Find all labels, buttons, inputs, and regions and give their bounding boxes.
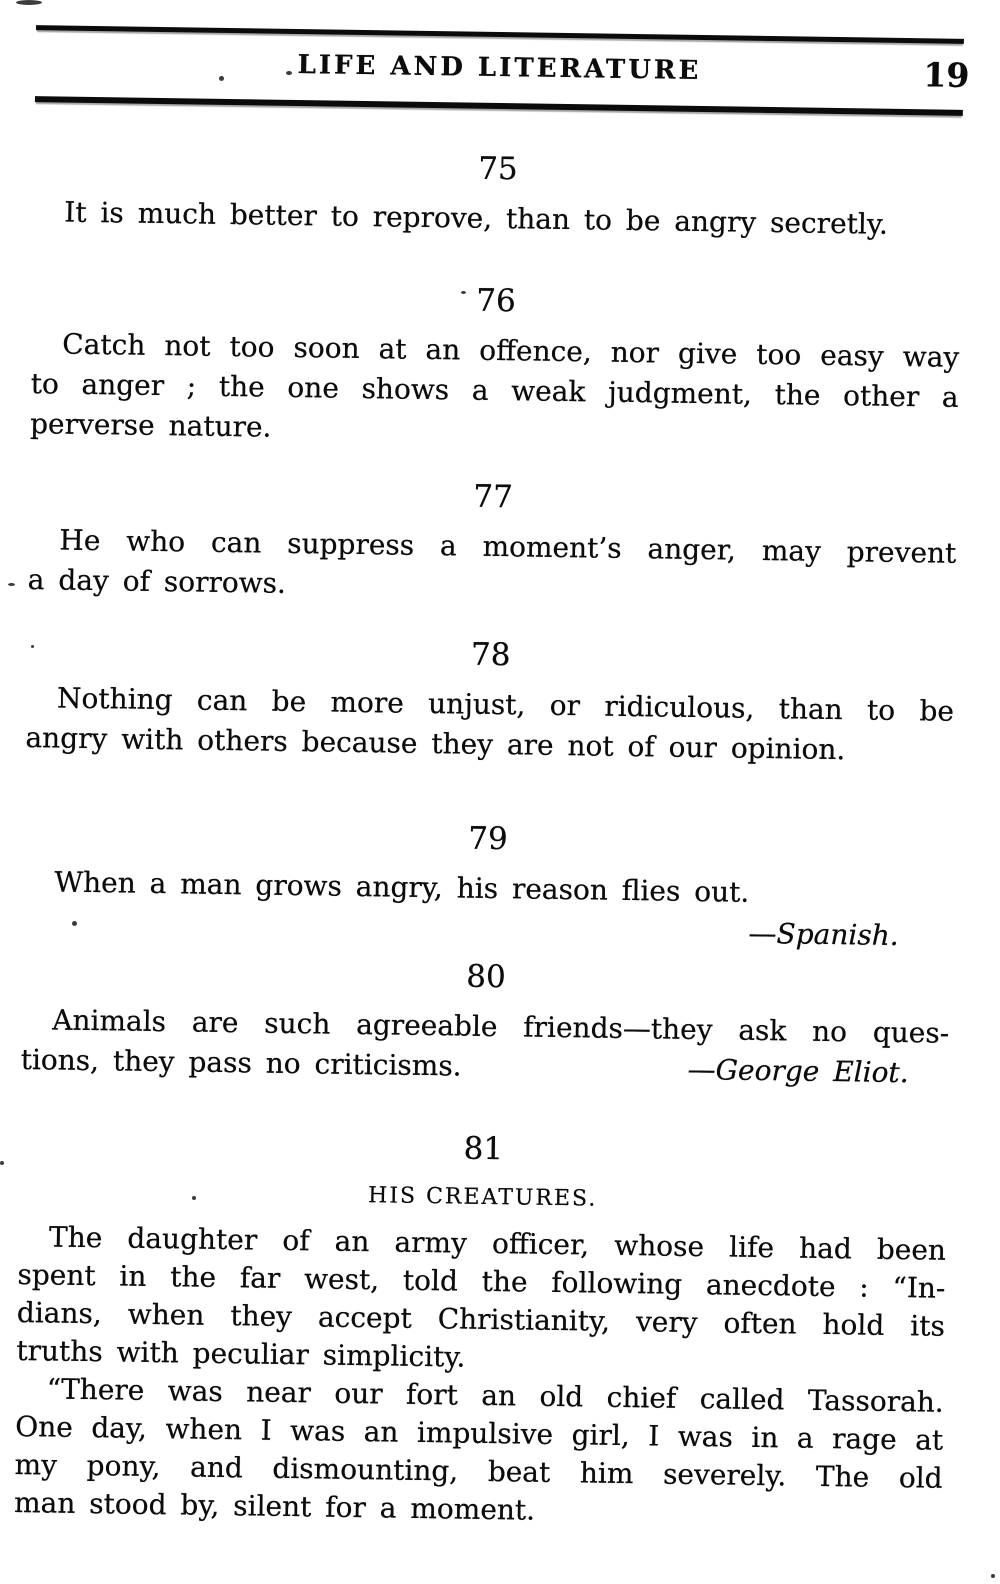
quote-number: 81 xyxy=(463,1130,504,1168)
paragraph xyxy=(16,1218,946,1384)
text-line: Catch not too soon at an offence, nor give too easy way xyxy=(62,327,960,374)
text-line: to anger ; the one shows a weak judgment, the other a xyxy=(30,367,959,414)
paragraph xyxy=(30,324,960,458)
text-line: Nothing can be more unjust, or ridiculous, than to be xyxy=(56,681,955,728)
text-line: One day, when I was an impulsive girl, I was in a rage at xyxy=(15,1409,944,1457)
attribution: —George Eliot. xyxy=(687,1052,909,1090)
text-line: truths with peculiar simplicity. xyxy=(16,1333,466,1374)
text-line: When a man grows angry, his reason flies out. xyxy=(54,865,750,909)
paragraph xyxy=(14,1370,944,1536)
scan-speck xyxy=(286,71,292,75)
running-title: LIFE AND LITERATURE xyxy=(297,50,702,86)
quote-number: 77 xyxy=(473,478,514,516)
quote-body xyxy=(30,324,960,458)
paragraph xyxy=(28,520,957,614)
quote-body xyxy=(22,862,951,958)
text-line: dians, when they accept Christianity, very often hold its xyxy=(16,1295,946,1343)
quote-entry xyxy=(14,1124,948,1536)
text-line: angry with others because they are not of our opinion. xyxy=(25,721,846,767)
scan-speck xyxy=(0,1161,4,1165)
quotations-list xyxy=(0,144,998,1537)
scan-speck xyxy=(461,291,466,294)
text-line: “There was near our fort an old chief called Tassorah. xyxy=(46,1372,944,1419)
text-line: Animals are such agreeable friends—they ask no ques- xyxy=(52,1003,950,1050)
quote-number: 76 xyxy=(476,282,516,320)
quote-number: 75 xyxy=(477,150,518,188)
quote-entry xyxy=(22,814,952,958)
scan-skew-wrapper xyxy=(0,25,1000,1537)
text-line: my pony, and dismounting, beat him severely. The old xyxy=(14,1447,943,1495)
paragraph xyxy=(33,192,961,246)
scan-speck xyxy=(219,76,224,81)
text-line: The daughter of an army officer, whose life had been xyxy=(48,1220,947,1267)
quote-number: 78 xyxy=(470,636,511,674)
text-line: It is much better to reprove, than to be angry secretly. xyxy=(64,195,889,241)
quote-number: 80 xyxy=(465,958,506,996)
quote-body xyxy=(14,1218,946,1536)
page-number: 19 xyxy=(923,55,970,95)
quote-body xyxy=(33,192,961,246)
quote-number: 79 xyxy=(468,820,509,858)
text-line: man stood by, silent for a moment. xyxy=(13,1485,536,1527)
scan-speck xyxy=(31,645,34,648)
quote-body xyxy=(28,520,957,614)
quote-entry xyxy=(30,276,960,458)
quote-entry xyxy=(25,630,955,772)
scan-speck xyxy=(16,0,42,5)
text-line: a day of sorrows. xyxy=(27,563,287,600)
quote-entry xyxy=(28,472,958,614)
quote-body xyxy=(20,1000,949,1094)
text-line: perverse nature. xyxy=(29,407,272,444)
quote-entry xyxy=(33,144,962,246)
scan-speck xyxy=(72,921,77,926)
scan-speck xyxy=(192,1196,196,1200)
quote-body xyxy=(25,678,954,772)
text-line: spent in the far west, told the following anecdote : “In- xyxy=(17,1257,946,1305)
attribution: —Spanish. xyxy=(748,916,899,953)
text-line: He who can suppress a moment’s anger, may prevent xyxy=(59,523,957,570)
paragraph xyxy=(25,678,954,772)
scan-speck xyxy=(8,583,15,586)
scan-speck xyxy=(991,1574,995,1578)
paragraph xyxy=(20,1000,949,1094)
text-line-text: tions, they pass no criticisms. xyxy=(20,1043,462,1083)
quote-entry xyxy=(20,952,950,1094)
quote-heading: HIS CREATURES. xyxy=(367,1183,598,1212)
